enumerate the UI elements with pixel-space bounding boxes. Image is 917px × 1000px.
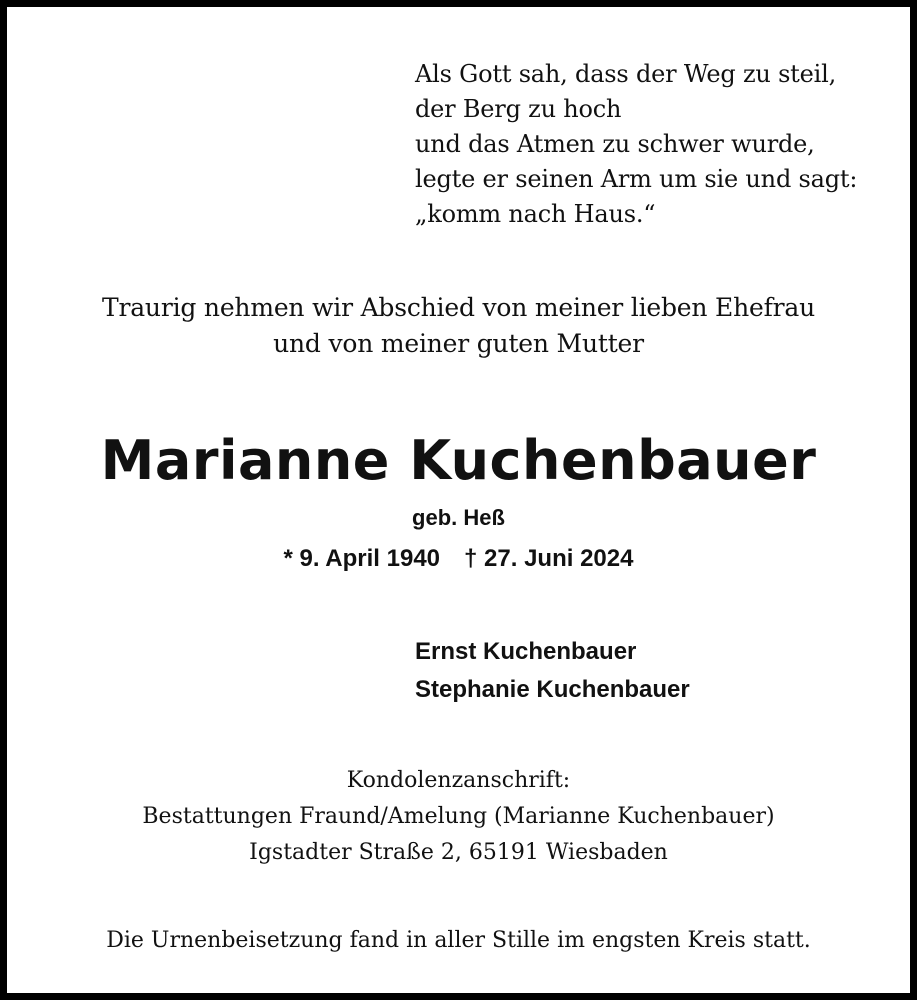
deceased-name: Marianne Kuchenbauer (100, 429, 817, 492)
death-date: † 27. Juni 2024 (464, 545, 634, 572)
intro-line: Traurig nehmen wir Abschied von meiner lieben Ehefrau (102, 293, 815, 322)
poem-line: der Berg zu hoch (415, 95, 622, 123)
condolence-heading: Kondolenzanschrift: (346, 768, 571, 793)
poem-line: und das Atmen zu schwer wurde, (415, 130, 815, 158)
mourner-name: Ernst Kuchenbauer (415, 638, 637, 665)
intro-line: und von meiner guten Mutter (273, 329, 644, 358)
poem-line: legte er seinen Arm um sie und sagt: (415, 165, 858, 193)
poem (415, 57, 875, 232)
mourners-list (415, 633, 690, 709)
poem-line: „komm nach Haus.“ (415, 200, 656, 228)
life-dates (7, 541, 910, 577)
maiden-name: geb. Heß (412, 505, 505, 530)
birth-date: * 9. April 1940 (283, 545, 441, 572)
poem-line: Als Gott sah, dass der Weg zu steil, (415, 60, 837, 88)
condolence-line: Igstadter Straße 2, 65191 Wiesbaden (249, 840, 668, 865)
intro-text (7, 290, 910, 362)
burial-note: Die Urnenbeisetzung fand in aller Stille im engsten Kreis statt. (106, 928, 811, 953)
mourner-name: Stephanie Kuchenbauer (415, 676, 690, 703)
condolence-address (7, 763, 910, 871)
condolence-line: Bestattungen Fraund/Amelung (Marianne Kuchenbauer) (142, 804, 775, 829)
